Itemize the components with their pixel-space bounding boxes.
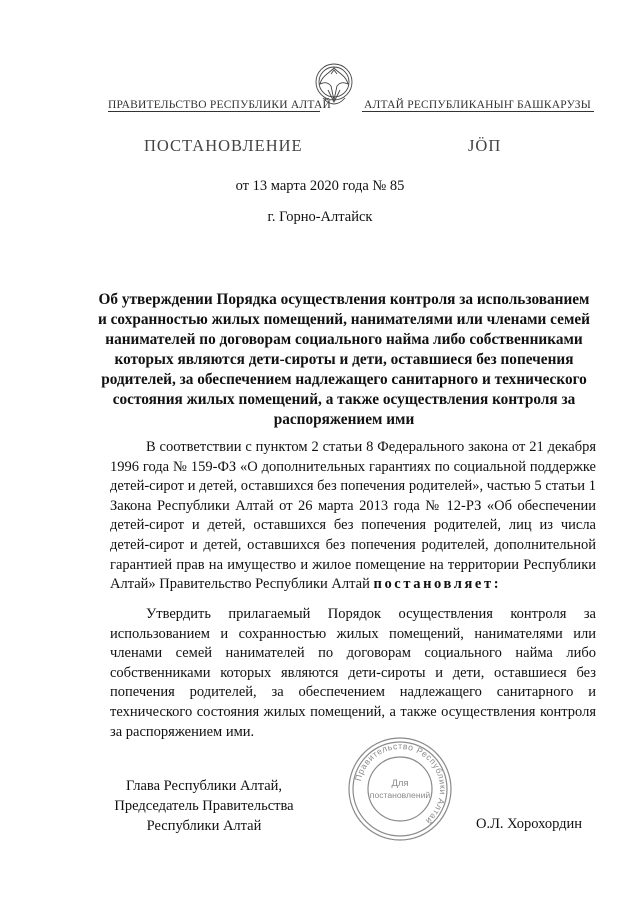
- official-stamp: [346, 735, 454, 843]
- stamp-inner-line-1: Для: [391, 778, 409, 789]
- stamp-ring-text: Правительство Республики Алтай: [352, 740, 449, 827]
- doc-type-left: ПОСТАНОВЛЕНИЕ: [144, 136, 303, 155]
- decree-word: постановляет:: [373, 576, 502, 593]
- signer-line-3: Республики Алтай: [146, 818, 262, 834]
- header-rule-left: [108, 111, 320, 112]
- stamp-inner-line-2: постановлений: [369, 790, 431, 800]
- document-city: г. Горно-Алтайск: [267, 209, 373, 225]
- header-left-org: ПРАВИТЕЛЬСТВО РЕСПУБЛИКИ АЛТАЙ: [108, 99, 332, 111]
- body-paragraph-2: Утвердить прилагаемый Порядок осуществления контроля за использованием и сохранностью жилых помещений, нанимателями или членами семей нанимателей по договорам социального найма либо собственниками которых являются дети-сироты и дети, оставшиеся без попечения родителей, за обеспечением надлежащего санитарного и технического состояния жилых помещений, а также осуществления контроля за распоряжением ими.: [110, 606, 596, 740]
- doc-type-right: ЈӦП: [468, 136, 502, 155]
- header-right-org: АЛТАЙ РЕСПУБЛИКАНЫҤ БАШКАРУЗЫ: [364, 99, 591, 111]
- signer-name: О.Л. Хорохордин: [476, 816, 583, 832]
- document-title: Об утверждении Порядка осуществления контроля за использованием и сохранностью жилых помещений, нанимателями или членами семей нанимателей по договорам социального найма либо собственниками которых являются дети-сироты и дети, оставшиеся без попечения родителей, за обеспечением надлежащего санитарного и технического состояния жилых помещений, а также осуществления контроля за распоряжением ими: [98, 291, 590, 428]
- signer-line-2: Председатель Правительства: [114, 798, 294, 814]
- signer-block: [104, 776, 304, 836]
- body-paragraph-1: [110, 438, 596, 595]
- body-paragraph-1-text: В соответствии с пунктом 2 статьи 8 Федерального закона от 21 декабря 1996 года № 159-ФЗ «О дополнительных гарантиях по социальной поддержке детей-сирот и детей, оставшихся без попечения родителей», частью 5 статьи 1 Закона Республики Алтай от 26 марта 2013 года № 12-РЗ «Об обеспечении детей-сирот и детей, оставшихся без попечения родителей, лиц из числа детей-сирот и детей, оставшихся без попечения родителей, дополнительной гарантией прав на имущество и жилое помещение на территории Республики Алтай» Правительство Республики Алтай: [110, 439, 596, 593]
- document-date-number: от 13 марта 2020 года № 85: [235, 178, 405, 194]
- signer-line-1: Глава Республики Алтай,: [125, 778, 283, 794]
- header-rule-right: [362, 111, 594, 112]
